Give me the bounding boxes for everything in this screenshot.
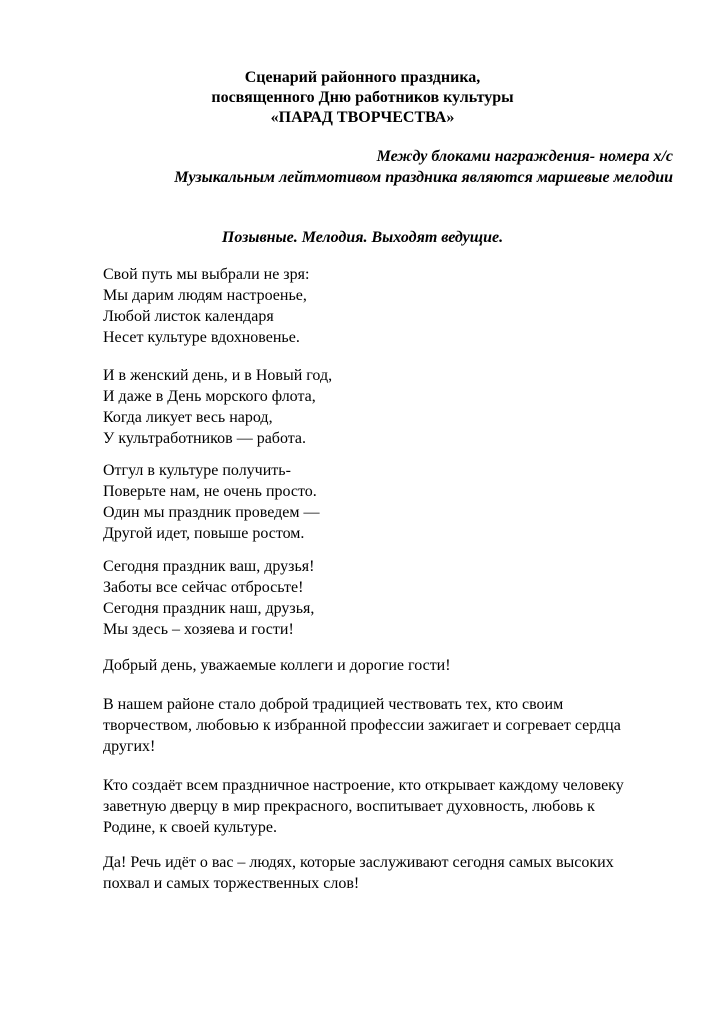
title-line: Сценарий районного праздника,: [244, 69, 481, 86]
poem-line: Когда ликует весь народ,: [103, 409, 273, 426]
speech-paragraph: [103, 775, 683, 838]
poem-line: Сегодня праздник наш, друзья,: [103, 600, 315, 617]
title-line: «ПАРАД ТВОРЧЕСТВА»: [270, 109, 455, 126]
poem-line: Другой идет, повыше ростом.: [103, 525, 305, 542]
poem-line: Свой путь мы выбрали не зря:: [103, 266, 310, 283]
speech-paragraph: [103, 852, 683, 894]
poem-line: Отгул в культуре получить-: [103, 462, 291, 479]
paragraph-line: В нашем районе стало доброй традицией чествовать тех, кто своим: [103, 696, 564, 713]
note-line: Музыкальным лейтмотивом праздника являются маршевые мелодии: [174, 169, 673, 186]
speech-paragraph: [103, 655, 683, 676]
stage-cue: Позывные. Мелодия. Выходят ведущие.: [221, 229, 504, 246]
poem-line: Любой листок календаря: [103, 308, 274, 325]
poem-line: Мы здесь – хозяева и гости!: [103, 621, 294, 638]
poem-line: Сегодня праздник ваш, друзья!: [103, 558, 315, 575]
document-title: [0, 68, 725, 128]
paragraph-line: Кто создаёт всем праздничное настроение, кто открывает каждому человеку: [103, 777, 624, 794]
poem-line: Мы дарим людям настроенье,: [103, 287, 307, 304]
poem-line: И даже в День морского флота,: [103, 388, 316, 405]
poem-line: Несет культуре вдохновенье.: [103, 329, 300, 346]
poem-stanza: [103, 264, 683, 348]
poem-stanza: [103, 365, 683, 449]
note-line: Между блоками награждения- номера х/с: [376, 148, 673, 165]
paragraph-line: творчеством, любовью к избранной профессии зажигает и согревает сердца: [103, 717, 621, 734]
poem-line: У культработников — работа.: [103, 430, 307, 447]
poem-line: Поверьте нам, не очень просто.: [103, 483, 317, 500]
poem-line: И в женский день, и в Новый год,: [103, 367, 333, 384]
title-line: посвященного Дню работников культуры: [211, 89, 514, 106]
paragraph-line: похвал и самых торжественных слов!: [103, 875, 360, 892]
poem-stanza: [103, 556, 683, 640]
poem-line: Один мы праздник проведем —: [103, 504, 320, 521]
paragraph-line: других!: [103, 738, 156, 755]
paragraph-line: Добрый день, уважаемые коллеги и дорогие гости!: [103, 657, 451, 674]
speech-paragraph: [103, 694, 683, 757]
paragraph-line: Родине, к своей культуре.: [103, 819, 277, 836]
poem-stanza: [103, 460, 683, 544]
poem-line: Заботы все сейчас отбросьте!: [103, 579, 304, 596]
paragraph-line: Да! Речь идёт о вас – людях, которые заслуживают сегодня самых высоких: [103, 854, 614, 871]
production-notes: [174, 146, 673, 188]
paragraph-line: заветную дверцу в мир прекрасного, воспитывает духовность, любовь к: [103, 798, 595, 815]
